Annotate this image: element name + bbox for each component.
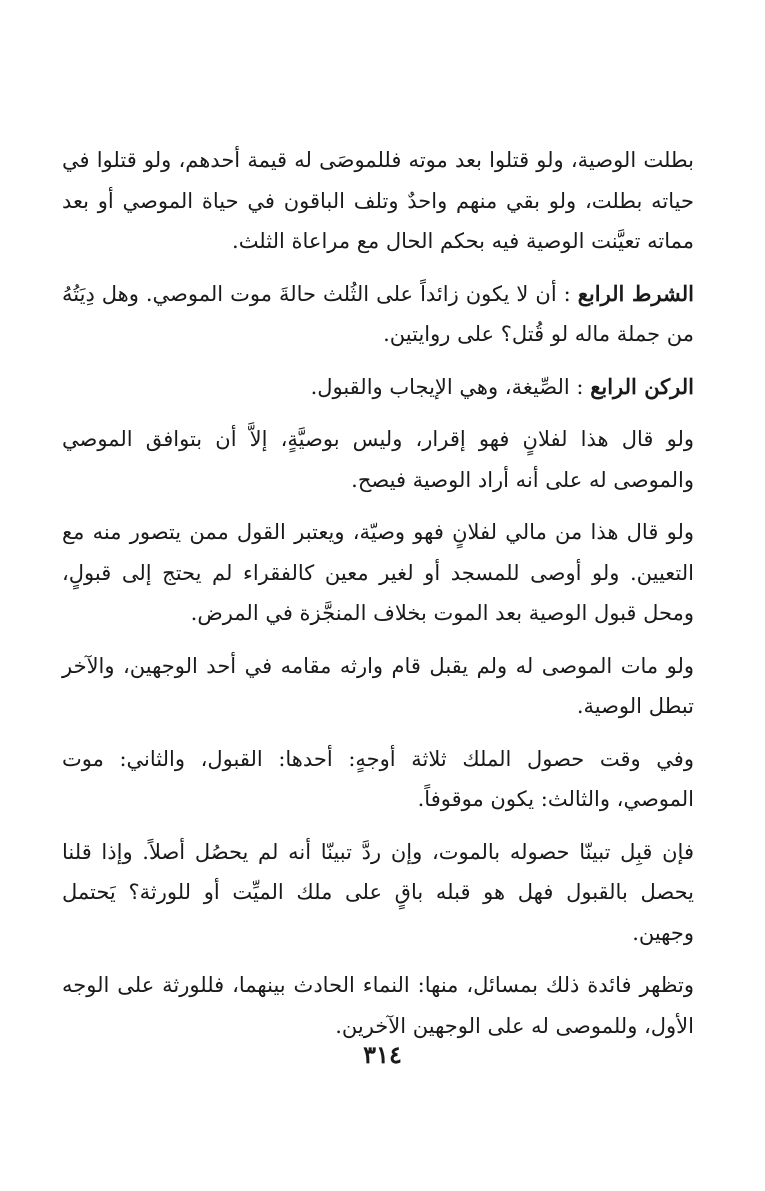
paragraph-9-text: وتظهر فائدة ذلك بمسائل، منها: النماء الحادث بينهما، فللورثة على الوجه الأول، وللموصى له على الوجهين الآخرين. [62, 973, 694, 1038]
paragraph-7-text: وفي وقت حصول الملك ثلاثة أوجهٍ: أحدها: القبول، والثاني: موت الموصي، والثالث: يكون موقوفاً. [62, 746, 694, 811]
paragraph-3 [62, 367, 694, 408]
paragraph-2-label: الشرط الرابع [577, 280, 694, 306]
paragraph-5-text: ولو قال هذا من مالي لفلانٍ فهو وصيّة، ويعتبر القول ممن يتصور منه مع التعيين. ولو أوصى للمسجد أو لغير معين كالفقراء لم يحتج إلى قبولٍ، ومحل قبول الوصية بعد الموت بخلاف المنجَّزة في المرض. [62, 520, 694, 625]
paragraph-6-text: ولو مات الموصى له ولم يقبل قام وارثه مقامه في أحد الوجهين، والآخر تبطل الوصية. [62, 653, 694, 718]
page-number: ٣١٤ [363, 1040, 402, 1069]
paragraph-2 [62, 274, 694, 355]
page-body [62, 140, 694, 1058]
paragraph-7 [62, 739, 694, 820]
paragraph-6 [62, 646, 694, 727]
paragraph-1 [62, 140, 694, 262]
paragraph-8 [62, 832, 694, 954]
paragraph-1-text: بطلت الوصية، ولو قتلوا بعد موته فللموصَى له قيمة أحدهم، ولو قتلوا في حياته بطلت، ولو بقي منهم واحدٌ وتلف الباقون في حياة الموصي أو بعد مماته تعيَّنت الوصية فيه بحكم الحال مع مراعاة الثلث. [62, 148, 694, 253]
paragraph-2-text: : أن لا يكون زائداً على الثُلث حالةَ موت الموصي. وهل دِيَتُهُ من جملة ماله لو قُتل؟ على روايتين. [62, 281, 694, 346]
paragraph-4-text: ولو قال هذا لفلانٍ فهو إقرار، وليس بوصيَّةٍ، إلاَّ أن بتوافق الموصي والموصى له على أنه أراد الوصية فيصح. [62, 427, 694, 492]
paragraph-3-label: الركن الرابع [590, 373, 694, 399]
paragraph-3-text: : الصِّيغة، وهي الإيجاب والقبول. [310, 374, 584, 399]
paragraph-4 [62, 419, 694, 500]
paragraph-8-text: فإن قبِل تبينّا حصوله بالموت، وإن ردَّ تبينّا أنه لم يحصُل أصلاً. وإذا قلنا يحصل بالقبول فهل هو قبله باقٍ على ملك الميِّت أو للورثة؟ يَحتمل وجهين. [62, 839, 694, 945]
paragraph-9 [62, 965, 694, 1046]
paragraph-5 [62, 512, 694, 634]
